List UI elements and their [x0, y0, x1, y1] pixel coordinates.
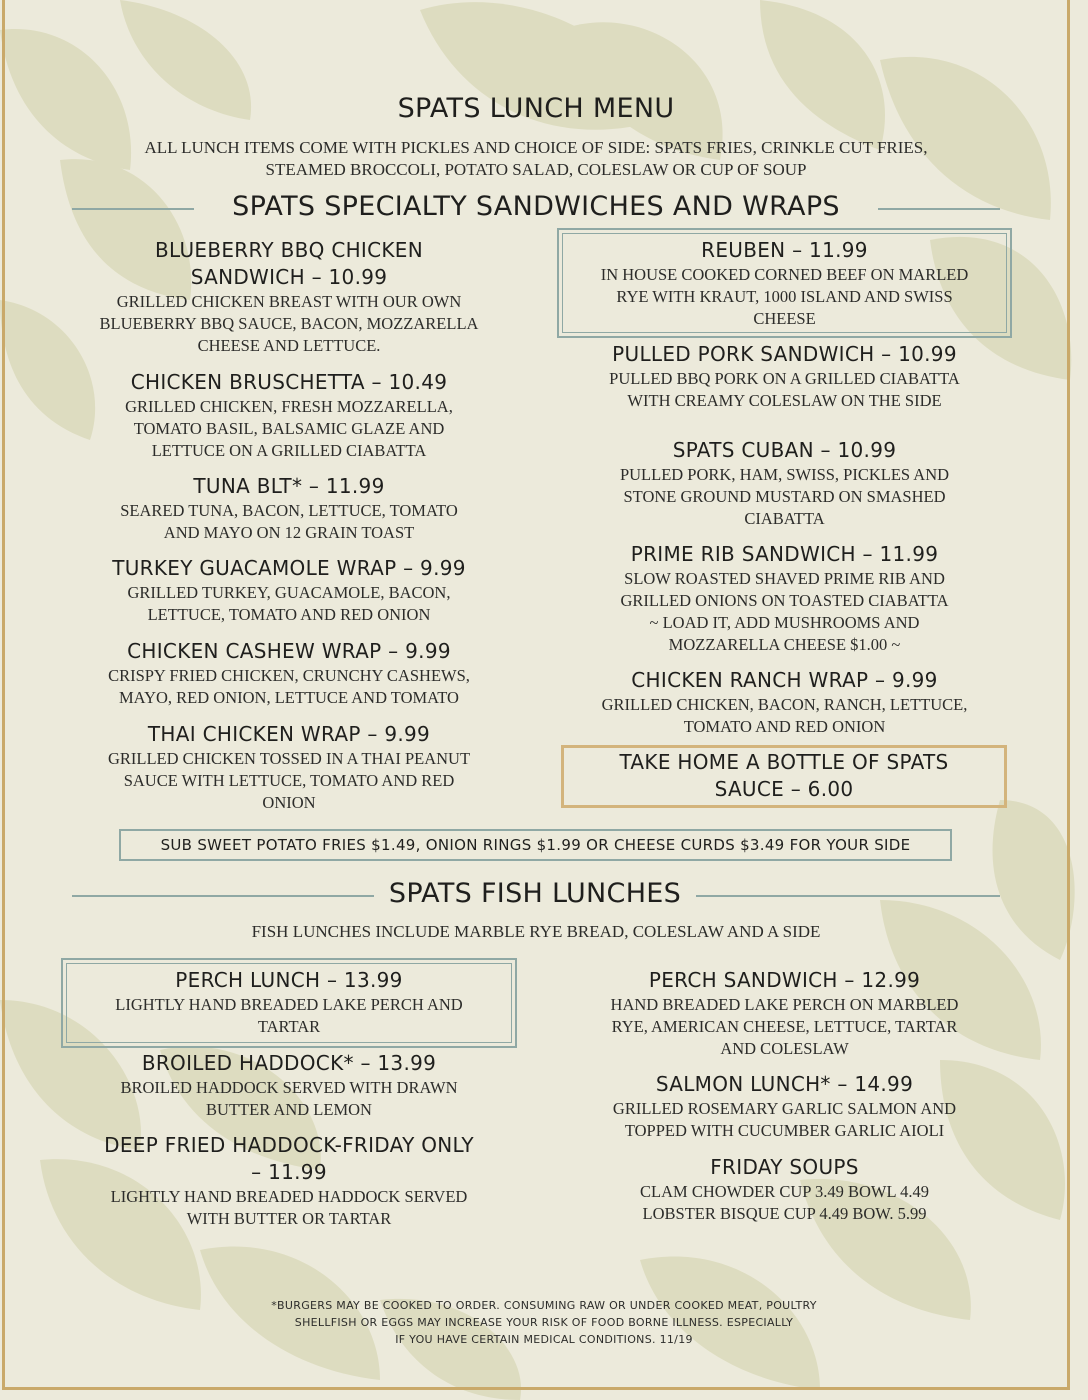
item-desc: SEARED TUNA, BACON, LETTUCE, TOMATO — [120, 501, 458, 520]
item-desc: BLUEBERRY BBQ SAUCE, BACON, MOZZARELLA — [99, 314, 479, 333]
item-desc: CIABATTA — [744, 509, 825, 528]
item-title: FRIDAY SOUPS — [710, 1155, 859, 1179]
item-title: SPATS CUBAN – 10.99 — [672, 438, 897, 462]
menu-item — [562, 1071, 1007, 1142]
item-title: – 11.99 — [251, 1160, 327, 1184]
item-desc: TOMATO BASIL, BALSAMIC GLAZE AND — [133, 419, 445, 438]
section-heading-sandwiches: SPATS SPECIALTY SANDWICHES AND WRAPS — [232, 191, 840, 222]
item-desc: AND COLESLAW — [720, 1039, 849, 1058]
item-desc: GRILLED CHICKEN, BACON, RANCH, LETTUCE, — [601, 695, 968, 714]
item-title: PERCH LUNCH – 13.99 — [175, 968, 403, 992]
item-title: TUNA BLT* – 11.99 — [193, 474, 385, 498]
item-desc: IN HOUSE COOKED CORNED BEEF ON MARLED — [600, 265, 969, 284]
menu-item — [66, 967, 512, 1038]
item-title: CHICKEN RANCH WRAP – 9.99 — [631, 668, 938, 692]
item-title: CHICKEN BRUSCHETTA – 10.49 — [130, 370, 448, 394]
item-title: DEEP FRIED HADDOCK-FRIDAY ONLY — [104, 1133, 474, 1157]
item-desc: PULLED PORK, HAM, SWISS, PICKLES AND — [619, 465, 950, 484]
disclaimer-line: IF YOU HAVE CERTAIN MEDICAL CONDITIONS. 11/19 — [395, 1333, 693, 1346]
item-desc: PULLED BBQ PORK ON A GRILLED CIABATTA — [609, 369, 960, 388]
item-desc: LETTUCE ON A GRILLED CIABATTA — [151, 441, 427, 460]
item-desc: CRISPY FRIED CHICKEN, CRUNCHY CASHEWS, — [108, 666, 470, 685]
menu-item — [66, 1050, 512, 1121]
menu-item — [562, 1154, 1007, 1225]
take-home-line: TAKE HOME A BOTTLE OF SPATS — [619, 750, 949, 774]
take-home-text — [561, 749, 1007, 803]
item-desc: ~ LOAD IT, ADD MUSHROOMS AND — [649, 613, 920, 632]
item-desc: MOZZARELLA CHEESE $1.00 ~ — [668, 635, 901, 654]
menu-item — [562, 341, 1007, 412]
heading-rule-left — [72, 208, 194, 210]
heading-rule-right — [696, 895, 1000, 897]
item-desc: SLOW ROASTED SHAVED PRIME RIB AND — [624, 569, 945, 588]
item-desc: LIGHTLY HAND BREADED HADDOCK SERVED — [110, 1187, 468, 1206]
item-desc: GRILLED CHICKEN TOSSED IN A THAI PEANUT — [107, 749, 471, 768]
item-title: PULLED PORK SANDWICH – 10.99 — [612, 342, 957, 366]
item-desc: WITH CREAMY COLESLAW ON THE SIDE — [627, 391, 942, 410]
disclaimer-line: *BURGERS MAY BE COOKED TO ORDER. CONSUMING RAW OR UNDER COOKED MEAT, POULTRY — [271, 1299, 817, 1312]
item-desc: GRILLED ONIONS ON TOASTED CIABATTA — [620, 591, 949, 610]
item-desc: LOBSTER BISQUE CUP 4.49 BOW. 5.99 — [642, 1204, 927, 1223]
item-desc: GRILLED TURKEY, GUACAMOLE, BACON, — [127, 583, 451, 602]
heading-rule-left — [72, 895, 374, 897]
item-desc: BUTTER AND LEMON — [206, 1100, 372, 1119]
menu-item — [70, 721, 508, 814]
item-desc: CLAM CHOWDER CUP 3.49 BOWL 4.49 — [640, 1182, 929, 1201]
menu-item — [70, 473, 508, 544]
section-heading-fish: SPATS FISH LUNCHES — [388, 878, 682, 909]
item-desc: LIGHTLY HAND BREADED LAKE PERCH AND — [115, 995, 463, 1014]
item-desc: CHEESE — [753, 309, 816, 328]
menu-item — [562, 541, 1007, 656]
item-desc: TARTAR — [257, 1017, 321, 1036]
item-title: SALMON LUNCH* – 14.99 — [655, 1072, 914, 1096]
item-desc: AND MAYO ON 12 GRAIN TOAST — [163, 523, 415, 542]
item-desc: TOMATO AND RED ONION — [683, 717, 886, 736]
menu-item — [70, 237, 508, 357]
page-title: SPATS LUNCH MENU — [397, 93, 675, 124]
heading-rule-right — [878, 208, 1000, 210]
item-title: BLUEBERRY BBQ CHICKEN — [154, 238, 423, 262]
item-title: CHICKEN CASHEW WRAP – 9.99 — [127, 639, 451, 663]
item-title: SANDWICH – 10.99 — [190, 265, 388, 289]
menu-item — [562, 967, 1007, 1060]
item-desc: TOPPED WITH CUCUMBER GARLIC AIOLI — [624, 1121, 945, 1140]
item-desc: ONION — [262, 793, 316, 812]
item-desc: RYE WITH KRAUT, 1000 ISLAND AND SWISS — [616, 287, 953, 306]
menu-item — [562, 667, 1007, 738]
item-desc: BROILED HADDOCK SERVED WITH DRAWN — [120, 1078, 458, 1097]
item-desc: WITH BUTTER OR TARTAR — [186, 1209, 392, 1228]
item-desc: GRILLED CHICKEN, FRESH MOZZARELLA, — [125, 397, 453, 416]
side-substitution-note: SUB SWEET POTATO FRIES $1.49, ONION RINGS $1.99 OR CHEESE CURDS $3.49 FOR YOUR SIDE — [160, 836, 911, 854]
menu-item — [562, 237, 1007, 330]
item-title: THAI CHICKEN WRAP – 9.99 — [147, 722, 431, 746]
menu-item — [70, 638, 508, 709]
item-desc: STONE GROUND MUSTARD ON SMASHED — [623, 487, 946, 506]
item-title: PRIME RIB SANDWICH – 11.99 — [630, 542, 939, 566]
item-desc: SAUCE WITH LETTUCE, TOMATO AND RED — [123, 771, 455, 790]
fish-intro: FISH LUNCHES INCLUDE MARBLE RYE BREAD, COLESLAW AND A SIDE — [251, 922, 821, 941]
menu-item — [562, 437, 1007, 530]
item-desc: CHEESE AND LETTUCE. — [197, 336, 381, 355]
item-desc: GRILLED CHICKEN BREAST WITH OUR OWN — [116, 292, 462, 311]
item-desc: HAND BREADED LAKE PERCH ON MARBLED — [610, 995, 959, 1014]
item-title: TURKEY GUACAMOLE WRAP – 9.99 — [112, 556, 466, 580]
intro-text — [0, 137, 1072, 181]
menu-item — [66, 1132, 512, 1230]
item-desc: RYE, AMERICAN CHEESE, LETTUCE, TARTAR — [611, 1017, 958, 1036]
item-title: BROILED HADDOCK* – 13.99 — [141, 1051, 437, 1075]
item-title: PERCH SANDWICH – 12.99 — [648, 968, 921, 992]
item-title: REUBEN – 11.99 — [701, 238, 868, 262]
item-desc: LETTUCE, TOMATO AND RED ONION — [147, 605, 431, 624]
disclaimer — [0, 1297, 1088, 1348]
intro-line: STEAMED BROCCOLI, POTATO SALAD, COLESLAW OR CUP OF SOUP — [265, 160, 807, 179]
menu-item — [70, 369, 508, 462]
item-desc: GRILLED ROSEMARY GARLIC SALMON AND — [612, 1099, 957, 1118]
item-desc: MAYO, RED ONION, LETTUCE AND TOMATO — [119, 688, 459, 707]
disclaimer-line: SHELLFISH OR EGGS MAY INCREASE YOUR RISK OF FOOD BORNE ILLNESS. ESPECIALLY — [294, 1316, 794, 1329]
take-home-line: SAUCE – 6.00 — [714, 777, 854, 801]
intro-line: ALL LUNCH ITEMS COME WITH PICKLES AND CHOICE OF SIDE: SPATS FRIES, CRINKLE CUT FRIES, — [144, 138, 928, 157]
menu-item — [70, 555, 508, 626]
